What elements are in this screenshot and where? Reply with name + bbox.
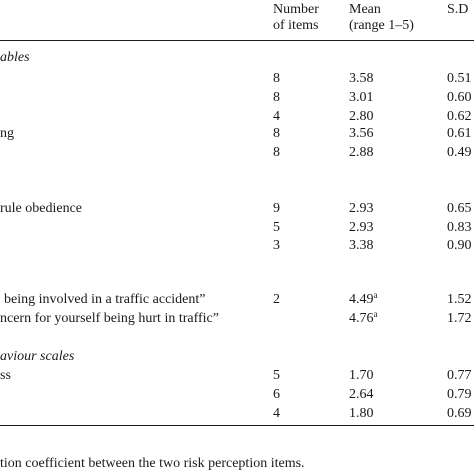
cell-sd: 0.62 bbox=[447, 109, 472, 124]
footnote-marker: a bbox=[373, 309, 378, 319]
header-mean-range: (range 1–5) bbox=[349, 18, 414, 33]
header-rule bbox=[0, 40, 474, 41]
header-number-of-items-line1: Number bbox=[273, 2, 319, 17]
cell-items: 8 bbox=[273, 90, 280, 105]
cell-mean: 3.38 bbox=[349, 238, 374, 253]
cell-mean bbox=[349, 311, 378, 327]
header-mean-line1: Mean bbox=[349, 2, 381, 17]
cell-sd: 0.83 bbox=[447, 220, 472, 235]
cell-items: 4 bbox=[273, 406, 280, 421]
cell-sd: 0.79 bbox=[447, 387, 472, 402]
bottom-rule bbox=[0, 425, 474, 426]
cell-items: 2 bbox=[273, 292, 280, 307]
cell-mean: 3.01 bbox=[349, 90, 374, 105]
row-label: rule obedience bbox=[0, 201, 83, 216]
cell-items: 6 bbox=[273, 387, 280, 402]
cell-sd: 1.72 bbox=[447, 311, 472, 326]
cell-mean: 2.80 bbox=[349, 109, 374, 124]
row-label: ncern for yourself being hurt in traffic” bbox=[0, 311, 219, 326]
mean-value: 4.49 bbox=[349, 292, 374, 307]
cell-mean: 2.93 bbox=[349, 201, 374, 216]
cell-items: 4 bbox=[273, 109, 280, 124]
cell-mean: 1.70 bbox=[349, 368, 374, 383]
cell-sd: 0.60 bbox=[447, 90, 472, 105]
row-label: ss bbox=[0, 368, 11, 383]
header-number-of-items-line2: of items bbox=[273, 18, 319, 33]
mean-value: 4.76 bbox=[349, 311, 374, 326]
cell-mean: 3.58 bbox=[349, 71, 374, 86]
cell-sd: 0.49 bbox=[447, 145, 472, 160]
table-footnote: tion coefficient between the two risk perception items. bbox=[0, 456, 305, 471]
cell-sd: 0.69 bbox=[447, 406, 472, 421]
footnote-marker: a bbox=[373, 290, 378, 300]
cell-items: 3 bbox=[273, 238, 280, 253]
cell-mean: 3.56 bbox=[349, 126, 374, 141]
cell-items: 8 bbox=[273, 145, 280, 160]
cell-sd: 1.52 bbox=[447, 292, 472, 307]
cell-sd: 0.51 bbox=[447, 71, 472, 86]
cell-items: 8 bbox=[273, 71, 280, 86]
cell-items: 5 bbox=[273, 368, 280, 383]
cell-sd: 0.65 bbox=[447, 201, 472, 216]
cell-mean: 2.64 bbox=[349, 387, 374, 402]
cell-mean: 2.88 bbox=[349, 145, 374, 160]
section-title: aviour scales bbox=[0, 349, 75, 364]
cell-mean: 1.80 bbox=[349, 406, 374, 421]
cell-mean: 2.93 bbox=[349, 220, 374, 235]
cell-sd: 0.77 bbox=[447, 368, 472, 383]
cell-items: 8 bbox=[273, 126, 280, 141]
cell-sd: 0.90 bbox=[447, 238, 472, 253]
section-title: ables bbox=[0, 50, 30, 65]
row-label: ng bbox=[0, 126, 14, 141]
header-sd: S.D bbox=[447, 2, 469, 17]
cell-items: 9 bbox=[273, 201, 280, 216]
row-label: being involved in a traffic accident” bbox=[4, 292, 206, 307]
cell-mean bbox=[349, 292, 378, 308]
cell-sd: 0.61 bbox=[447, 126, 472, 141]
cell-items: 5 bbox=[273, 220, 280, 235]
